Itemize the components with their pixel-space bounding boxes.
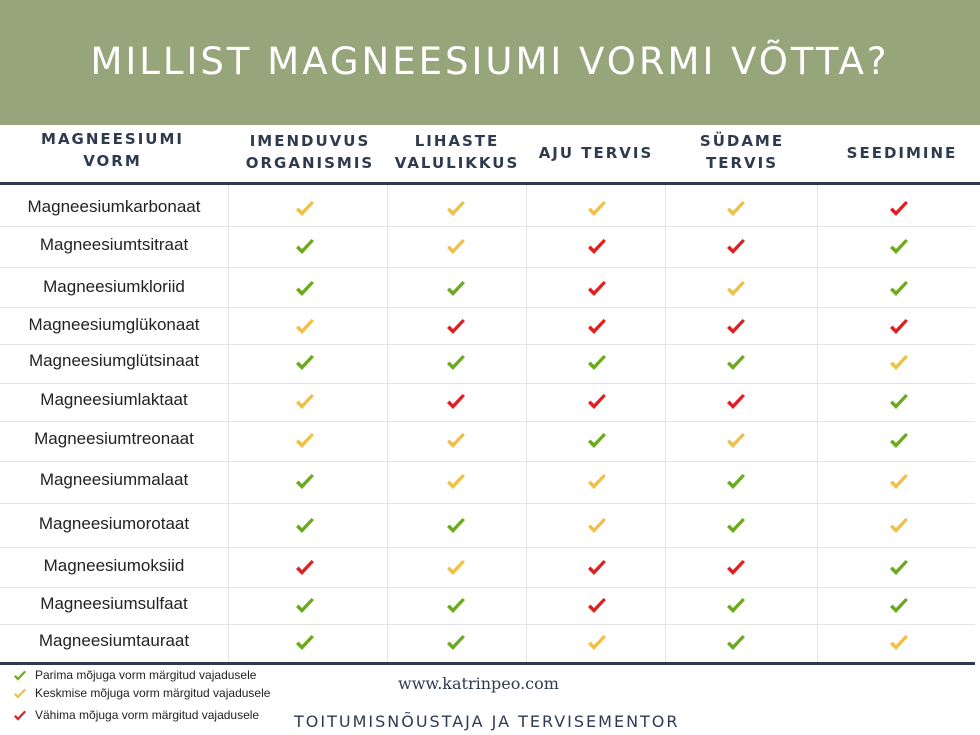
least-check-icon — [444, 390, 468, 414]
row-divider — [0, 383, 975, 384]
page-title: MILLIST MAGNEESIUMI VORMI VÕTTA? — [90, 40, 890, 83]
row-label: Magneesiumkarbonaat — [27, 197, 201, 216]
medium-check-icon — [887, 631, 911, 655]
best-check-icon — [887, 594, 911, 618]
least-check-icon — [585, 556, 609, 580]
medium-check-icon — [585, 631, 609, 655]
least-check-icon — [585, 594, 609, 618]
medium-check-icon — [724, 197, 748, 221]
title-banner — [0, 0, 980, 125]
best-check-icon — [724, 631, 748, 655]
best-check-icon — [724, 470, 748, 494]
row-label: Magneesiumtauraat — [38, 631, 190, 650]
header-form-line1: MAGNEESIUMI — [41, 130, 184, 148]
header-form — [0, 128, 225, 172]
least-check-icon — [293, 556, 317, 580]
row-divider — [0, 624, 975, 625]
best-check-icon — [444, 351, 468, 375]
row-label: Magneesiumoksiid — [43, 556, 185, 575]
least-check-icon — [585, 390, 609, 414]
least-check-icon — [887, 197, 911, 221]
table-bottom-rule — [0, 662, 975, 665]
row-divider — [0, 587, 975, 588]
header-muscle-pain-line2: VALULIKKUS — [394, 154, 520, 172]
medium-check-icon — [293, 429, 317, 453]
header-form-line2: VORM — [83, 152, 142, 170]
least-check-icon — [444, 315, 468, 339]
row-divider — [0, 226, 975, 227]
medium-check-icon — [444, 556, 468, 580]
best-check-icon — [585, 351, 609, 375]
header-muscle-pain-line1: LIHASTE — [414, 132, 500, 150]
header-heart-health-line1: SÜDAME — [699, 132, 785, 150]
best-check-icon — [724, 594, 748, 618]
table-top-rule — [0, 182, 980, 185]
best-check-icon — [293, 594, 317, 618]
header-heart-health — [666, 130, 818, 174]
best-check-icon — [585, 429, 609, 453]
header-absorption-line1: IMENDUVUS — [249, 132, 371, 150]
row-label: Magneesiumtreonaat — [34, 429, 194, 448]
row-label: Magneesiumorotaat — [38, 514, 190, 533]
row-divider — [0, 307, 975, 308]
best-check-icon — [887, 277, 911, 301]
best-check-icon — [724, 351, 748, 375]
column-divider — [387, 185, 388, 662]
row-label: Magneesiumtsitraat — [39, 235, 189, 254]
best-check-icon — [444, 594, 468, 618]
column-divider — [817, 185, 818, 662]
row-divider — [0, 421, 975, 422]
least-check-icon — [724, 235, 748, 259]
row-divider — [0, 267, 975, 268]
least-check-icon — [887, 315, 911, 339]
header-absorption — [240, 130, 380, 174]
least-check-icon — [12, 708, 28, 724]
best-check-icon — [444, 514, 468, 538]
best-check-icon — [293, 514, 317, 538]
best-check-icon — [293, 235, 317, 259]
best-check-icon — [887, 429, 911, 453]
medium-check-icon — [724, 429, 748, 453]
best-check-icon — [12, 668, 28, 684]
header-absorption-line2: ORGANISMIS — [245, 154, 375, 172]
header-muscle-pain — [388, 130, 526, 174]
least-check-icon — [724, 556, 748, 580]
medium-check-icon — [887, 351, 911, 375]
row-divider — [0, 503, 975, 504]
best-check-icon — [293, 351, 317, 375]
row-label: Magneesiumglütsinaat — [28, 351, 200, 370]
header-brain-health-line1: AJU TERVIS — [538, 144, 654, 162]
least-check-icon — [585, 315, 609, 339]
row-label: Magneesiumkloriid — [43, 277, 185, 296]
medium-check-icon — [585, 470, 609, 494]
least-check-icon — [585, 277, 609, 301]
best-check-icon — [293, 277, 317, 301]
best-check-icon — [444, 277, 468, 301]
legend-text: Parima mõjuga vorm märgitud vajadusele — [35, 668, 257, 682]
best-check-icon — [887, 556, 911, 580]
best-check-icon — [293, 470, 317, 494]
column-divider — [526, 185, 527, 662]
row-divider — [0, 461, 975, 462]
medium-check-icon — [444, 235, 468, 259]
column-divider — [665, 185, 666, 662]
medium-check-icon — [887, 514, 911, 538]
medium-check-icon — [585, 514, 609, 538]
best-check-icon — [444, 631, 468, 655]
medium-check-icon — [444, 429, 468, 453]
legend-text: Vähima mõjuga vorm märgitud vajadusele — [35, 708, 260, 722]
footer-tagline: TOITUMISNÕUSTAJA JA TERVISEMENTOR — [294, 712, 680, 731]
least-check-icon — [585, 235, 609, 259]
medium-check-icon — [444, 197, 468, 221]
row-label: Magneesiumglükonaat — [28, 315, 200, 334]
medium-check-icon — [887, 470, 911, 494]
row-label: Magneesiumlaktaat — [40, 390, 188, 409]
row-label: Magneesiumsulfaat — [40, 594, 188, 613]
best-check-icon — [724, 514, 748, 538]
best-check-icon — [887, 390, 911, 414]
least-check-icon — [724, 390, 748, 414]
best-check-icon — [293, 631, 317, 655]
header-digestion-line1: SEEDIMINE — [846, 144, 958, 162]
medium-check-icon — [293, 197, 317, 221]
medium-check-icon — [724, 277, 748, 301]
legend-text: Keskmise mõjuga vorm märgitud vajadusele — [35, 686, 271, 700]
header-digestion — [830, 142, 974, 164]
row-divider — [0, 344, 975, 345]
medium-check-icon — [585, 197, 609, 221]
medium-check-icon — [12, 686, 28, 702]
best-check-icon — [887, 235, 911, 259]
column-divider — [228, 185, 229, 662]
medium-check-icon — [444, 470, 468, 494]
row-label: Magneesiummalaat — [39, 470, 189, 489]
medium-check-icon — [293, 315, 317, 339]
row-divider — [0, 547, 975, 548]
header-heart-health-line2: TERVIS — [705, 154, 779, 172]
website-link[interactable]: www.katrinpeo.com — [398, 674, 559, 693]
header-brain-health — [527, 142, 665, 164]
least-check-icon — [724, 315, 748, 339]
medium-check-icon — [293, 390, 317, 414]
